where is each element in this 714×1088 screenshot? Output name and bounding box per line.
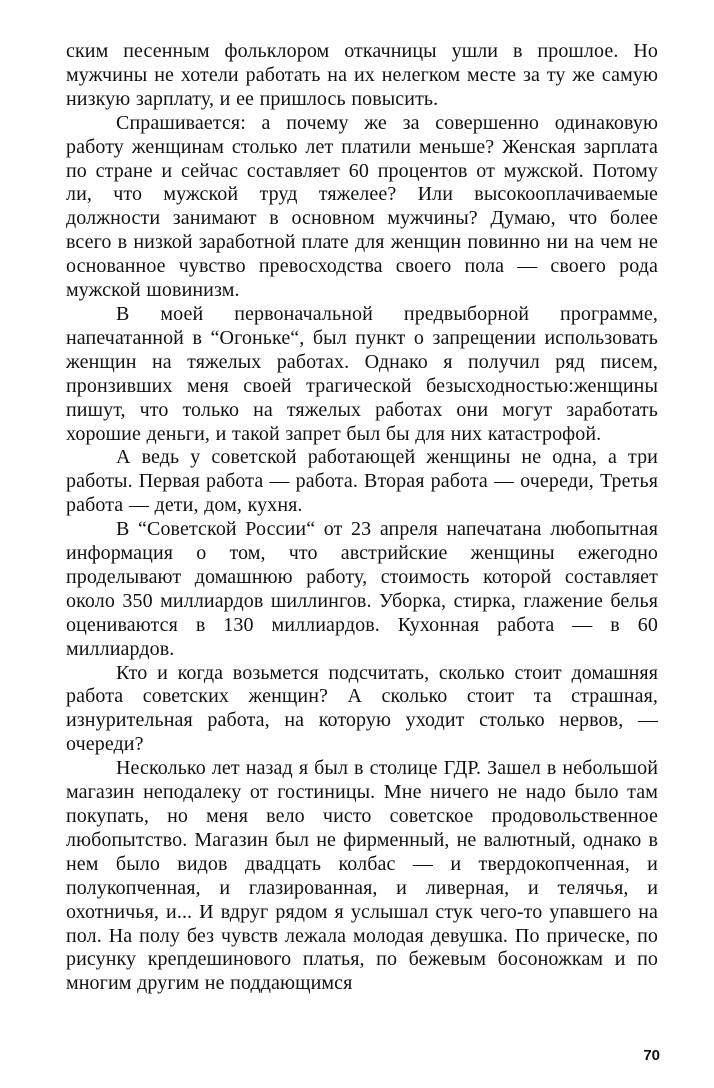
paragraph-soviet-housework: Кто и когда возьмется подсчитать, сколько стоит домашняя работа советских женщин? А сколько стоит та страшная, изнурительная работа, на которую уходит столько нервов, — очереди?	[66, 661, 658, 756]
paragraph-gdr-store: Несколько лет назад я был в столице ГДР. Зашел в небольшой магазин неподалеку от гостиницы. Мне ничего не надо было там покупать, но меня вело чисто советское продовольственное любопытство. Магазин был не фирменный, не валютный, однако в нем было видов двадцать колбас — и твердокопченная, и полукопченная, и глазированная, и ливерная, и телячья, и охотничья, и... И вдруг рядом я услышал стук чего-то упавшего на пол. На полу без чувств лежала молодая девушка. По прическе, по рисунку крепдешинового платья, по бежевым босоножкам и по многим другим не поддающимся	[66, 757, 658, 995]
paragraph-election-program: В моей первоначальной предвыборной программе, напечатанной в “Огоньке“, был пункт о запрещении использовать женщин на тяжелых работах. Однако я получил ряд писем, пронзивших меня своей трагической безысходностью:женщины пишут, что только на тяжелых работах они могут заработать хорошие деньги, и такой запрет был бы для них катастрофой.	[66, 302, 658, 445]
paragraph-three-jobs: А ведь у советской работающей женщины не одна, а три работы. Первая работа — работа. Вторая работа — очереди, Третья работа — дети, дом, кухня.	[66, 446, 658, 517]
paragraph-austrian-housework: В “Советской России“ от 23 апреля напечатана любопытная информация о том, что австрийские женщины ежегодно проделывают домашнюю работу, стоимость которой составляет около 350 миллиардов шиллингов. Уборка, стирка, глажение белья оцениваются в 130 миллиардов. Кухонная работа — в 60 миллиардов.	[66, 518, 658, 660]
paragraph-womens-wages: Спрашивается: а почему же за совершенно одинаковую работу женщинам столько лет платили меньше? Женская зарплата по стране и сейчас составляет 60 процентов от мужской. Потому ли, что мужской труд тяжелее? Или высокооплачиваемые должности занимают в основном мужчины? Думаю, что более всего в низкой заработной плате для женщин повинно ни на чем не основанное чувство превосходства своего пола — своего рода мужской шовинизм.	[66, 111, 658, 302]
paragraph-continuation: ским песенным фольклором откачницы ушли в прошлое. Но мужчины не хотели работать на их нелегком месте за ту же самую низкую зарплату, и ее пришлось повысить.	[66, 40, 658, 110]
page-number: 70	[643, 1047, 660, 1064]
body-text	[66, 40, 658, 996]
